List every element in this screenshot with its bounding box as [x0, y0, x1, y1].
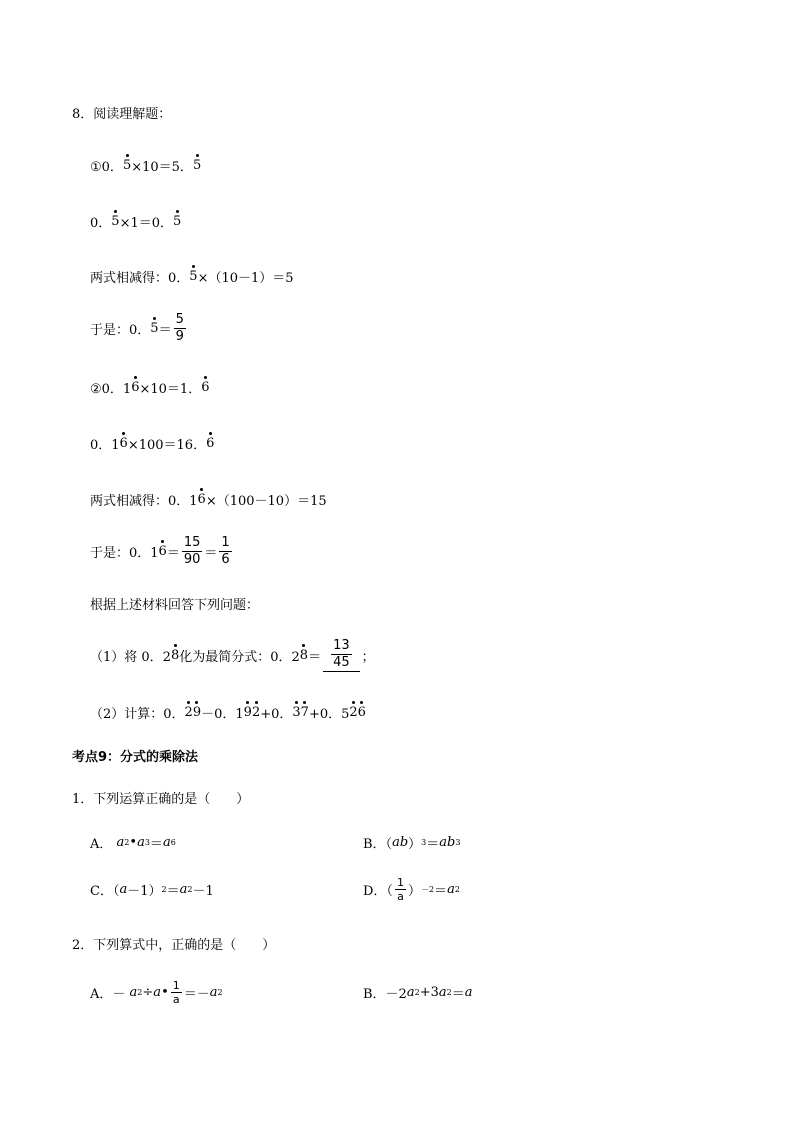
denominator: 90 — [183, 551, 201, 567]
text: 两式相减得：0． — [90, 270, 190, 286]
text: 0．1 — [90, 437, 120, 453]
text: ×10＝5． — [131, 159, 193, 175]
line-8 — [90, 533, 234, 569]
repeat-digit: 6 — [357, 704, 366, 720]
q1-option-c[interactable]: C．（ a －1） 2 ＝ a 2 －1 — [90, 881, 214, 899]
q1-option-d[interactable]: D．（ $\frac{1}{a}$ ） －2 ＝ a 2 — [363, 875, 460, 903]
repeat-digit: 7 — [300, 704, 309, 720]
line-3 — [90, 261, 294, 291]
repeat-digit: 5 — [192, 157, 202, 173]
option-label: B．（ — [363, 836, 393, 852]
repeat-digit: 2 — [184, 704, 193, 720]
q1-option-a[interactable]: A． a 2 • a 3 ＝ a 6 — [90, 834, 176, 852]
line-4 — [90, 310, 188, 346]
repeat-digit: 8 — [299, 647, 309, 663]
text: ； — [361, 649, 375, 665]
line-2 — [90, 206, 181, 236]
option-label: B．－2 — [363, 986, 407, 1002]
text: ＝ — [166, 545, 180, 561]
repeat-digit: 6 — [131, 379, 140, 395]
repeat-digit: 6 — [119, 435, 128, 451]
text: 于是：0．1 — [90, 545, 159, 561]
denominator: 45 — [333, 655, 350, 670]
text: ×（10－1）＝5 — [197, 270, 294, 286]
option-label: D．（ — [363, 883, 393, 899]
repeat-digit: 8 — [170, 647, 180, 663]
fraction — [182, 535, 203, 568]
line-7 — [90, 484, 327, 514]
text: ×1＝0． — [119, 215, 173, 231]
repeat-digit: 5 — [111, 213, 120, 229]
text: ＝ — [204, 545, 218, 561]
line-9: 根据上述材料回答下列问题： — [90, 597, 260, 613]
repeat-digit: 2 — [349, 704, 358, 720]
line-1 — [90, 150, 201, 180]
text: （2）计算：0． — [90, 706, 185, 722]
text: 化为最简分式：0．2 — [179, 649, 300, 665]
text: +0．5 — [308, 706, 350, 722]
answer-blank — [323, 638, 360, 672]
q2-option-a[interactable]: A．－ a 2 ÷ a • $\frac{1}{a}$ ＝－ a 2 — [90, 978, 223, 1006]
line-5 — [90, 372, 209, 402]
option-label: A． — [90, 836, 113, 852]
repeat-digit: 3 — [292, 704, 301, 720]
text: 于是：0． — [90, 322, 151, 338]
repeat-digit: 5 — [150, 320, 159, 336]
denominator: 9 — [175, 328, 184, 344]
fraction — [331, 638, 352, 671]
repeat-digit: 6 — [197, 491, 206, 507]
denominator: 6 — [221, 551, 230, 567]
text: 两式相减得：0．1 — [90, 493, 198, 509]
repeat-digit: 6 — [206, 435, 215, 451]
q2-option-b[interactable]: B．－2 a 2 +3 a 2 ＝ a — [363, 984, 473, 1002]
repeat-digit: 5 — [189, 268, 198, 284]
text: 0． — [90, 215, 112, 231]
fraction: $\frac{1}{a}$ — [172, 978, 180, 1006]
text: ①0． — [90, 159, 123, 175]
repeat-digit: 5 — [173, 213, 182, 229]
numerator: 1 — [221, 534, 230, 550]
text: ×10＝1． — [139, 381, 202, 397]
text: ＝ — [308, 649, 322, 665]
fraction: $\frac{1}{a}$ — [396, 875, 404, 903]
repeat-digit: 6 — [201, 379, 210, 395]
repeat-digit: 2 — [251, 704, 261, 720]
q1-stem: 1．下列运算正确的是（ ） — [72, 791, 250, 807]
repeat-digit: 9 — [243, 704, 252, 720]
part-1 — [90, 637, 375, 673]
option-label: C．（ — [90, 883, 120, 899]
fraction — [174, 312, 186, 345]
text: ＝ — [158, 322, 172, 338]
q2-stem: 2．下列算式中，正确的是（ ） — [72, 937, 276, 953]
text: ×100＝16． — [127, 437, 207, 453]
text: ②0．1 — [90, 381, 132, 397]
text: ×（100－10）＝15 — [205, 493, 327, 509]
text: －0．1 — [201, 706, 244, 722]
text: （1）将 0．2 — [90, 649, 171, 665]
repeat-digit: 6 — [158, 543, 167, 559]
numerator: 15 — [183, 534, 201, 550]
text: +0． — [260, 706, 293, 722]
section-heading: 考点9：分式的乘除法 — [72, 749, 199, 765]
q1-option-b[interactable]: B．（ ab ） 3 ＝ ab 3 — [363, 834, 461, 852]
line-6 — [90, 428, 214, 458]
fraction — [219, 535, 231, 568]
numerator: 13 — [333, 638, 350, 653]
option-label: A．－ — [90, 986, 126, 1002]
q8-title: 8．阅读理解题： — [72, 106, 172, 122]
repeat-digit: 5 — [122, 157, 132, 173]
repeat-digit: 9 — [192, 704, 202, 720]
part-2 — [90, 697, 366, 727]
numerator: 5 — [175, 311, 184, 327]
